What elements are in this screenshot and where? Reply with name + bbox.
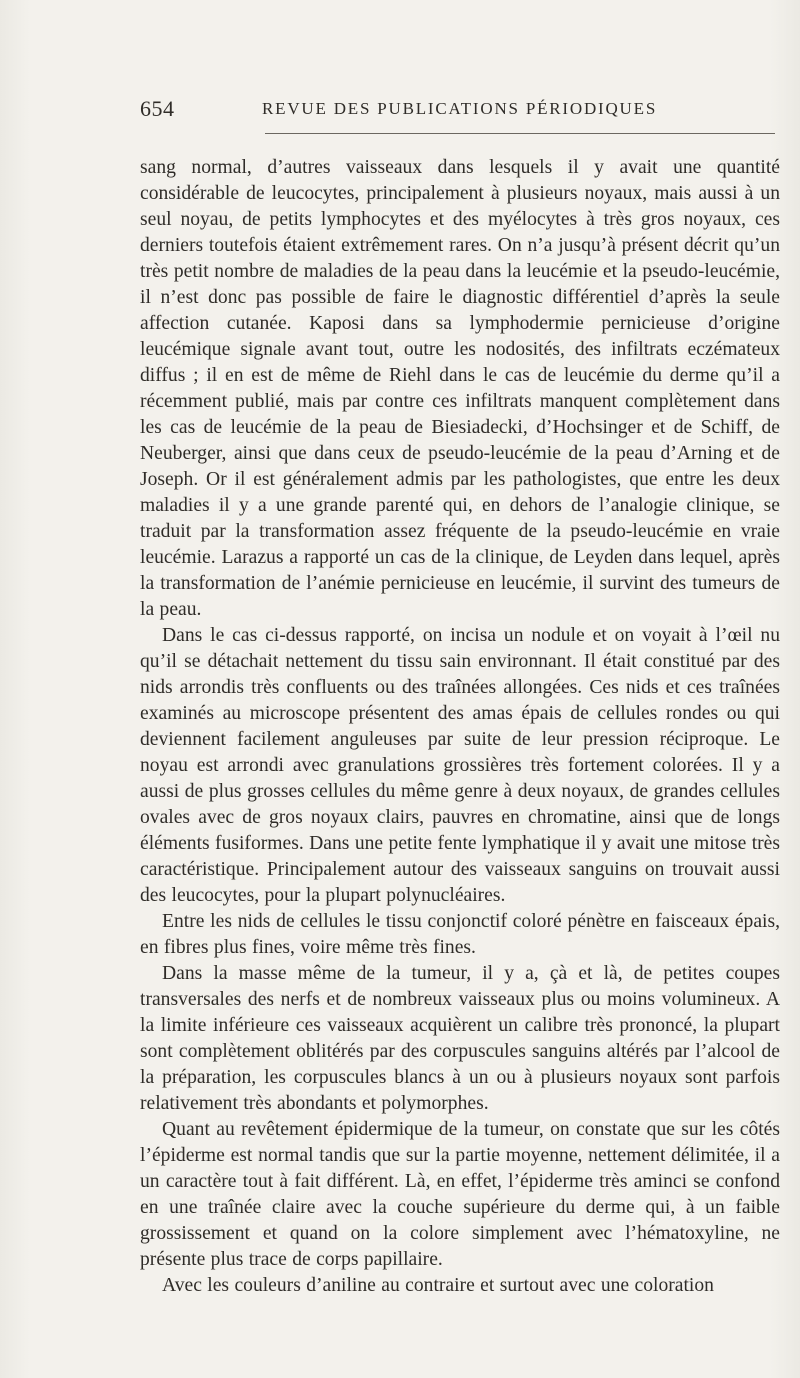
page-number: 654	[140, 96, 175, 121]
paragraph-continued: sang normal, d’autres vaisseaux dans lesquels il y avait une quantité considérable de leucocytes, principalement à plusieurs noyaux, mais aussi à un seul noyau, de petits lymphocytes et des myélocytes à très gros noyaux, ces derniers toutefois étaient extrêmement rares. On n’a jusqu’à présent décrit qu’un très petit nombre de maladies de la peau dans la leucémie et la pseudo-leucémie, il n’est donc pas possible de faire le diagnostic différentiel d’après la seule affection cutanée. Kaposi dans sa lymphodermie pernicieuse d’origine leucémique signale avant tout, outre les nodosités, des infiltrats eczémateux diffus ; il en est de même de Riehl dans le cas de leucémie du derme qu’il a récemment publié, mais par contre ces infiltrats manquent complètement dans les cas de leucémie de la peau de Biesiadecki, d’Hochsinger et de Schiff, de Neuberger, ainsi que dans ceux de pseudo-leucémie de la peau d’Arning et de Joseph. Or il est généralement admis par les pathologistes, que entre les deux maladies il y a une grande parenté qui, en dehors de l’analogie clinique, se traduit par la transformation assez fréquente de la pseudo-leucémie en vraie leucémie. Larazus a rapporté un cas de la clinique, de Leyden dans lequel, après la transformation de l’anémie pernicieuse en leucémie, il survint des tumeurs de la peau.	[140, 157, 780, 620]
paragraph: Dans le cas ci-dessus rapporté, on incisa un nodule et on voyait à l’œil nu qu’il se détachait nettement du tissu sain environnant. Il était constitué par des nids arrondis très confluents ou des traînées allongées. Ces nids et ces traînées examinés au microscope présentent des amas épais de cellules rondes ou qui deviennent facilement anguleuses par suite de leur pression réciproque. Le noyau est arrondi avec granulations grossières très fortement colorées. Il y a aussi de plus grosses cellules du même genre à deux noyaux, de grandes cellules ovales avec de gros noyaux clairs, pauvres en chromatine, ainsi que de longs éléments fusiformes. Dans une petite fente lymphatique il y avait une mitose très caractéristique. Principalement autour des vaisseaux sanguins on trouvait aussi des leucocytes, pour la plupart polynucléaires.	[140, 625, 780, 906]
header-rule	[265, 133, 775, 134]
paragraph: Dans la masse même de la tumeur, il y a, çà et là, de petites coupes transversales des nerfs et de nombreux vaisseaux plus ou moins volumineux. A la limite inférieure ces vaisseaux acquièrent un calibre très prononcé, la plupart sont complètement oblitérés par des corpuscules sanguins altérés par l’alcool de la préparation, les corpuscules blancs à un ou à plusieurs noyaux sont parfois relativement très abondants et polymorphes.	[140, 963, 780, 1114]
running-head	[140, 96, 780, 126]
paragraph: Entre les nids de cellules le tissu conjonctif coloré pénètre en faisceaux épais, en fibres plus fines, voire même très fines.	[140, 911, 780, 958]
paragraph: Quant au revêtement épidermique de la tumeur, on constate que sur les côtés l’épiderme est normal tandis que sur la partie moyenne, nettement délimitée, il a un caractère tout à fait différent. Là, en effet, l’épiderme très aminci se confond en une traînée claire avec la couche supérieure du derme qui, à un faible grossissement et quand on la colore simplement avec l’hématoxyline, ne présente plus trace de corps papillaire.	[140, 1119, 780, 1270]
paragraph-continues-next-page: Avec les couleurs d’aniline au contraire et surtout avec une coloration	[162, 1275, 714, 1296]
running-title: REVUE DES PUBLICATIONS PÉRIODIQUES	[262, 99, 658, 118]
article-body	[140, 155, 780, 1299]
